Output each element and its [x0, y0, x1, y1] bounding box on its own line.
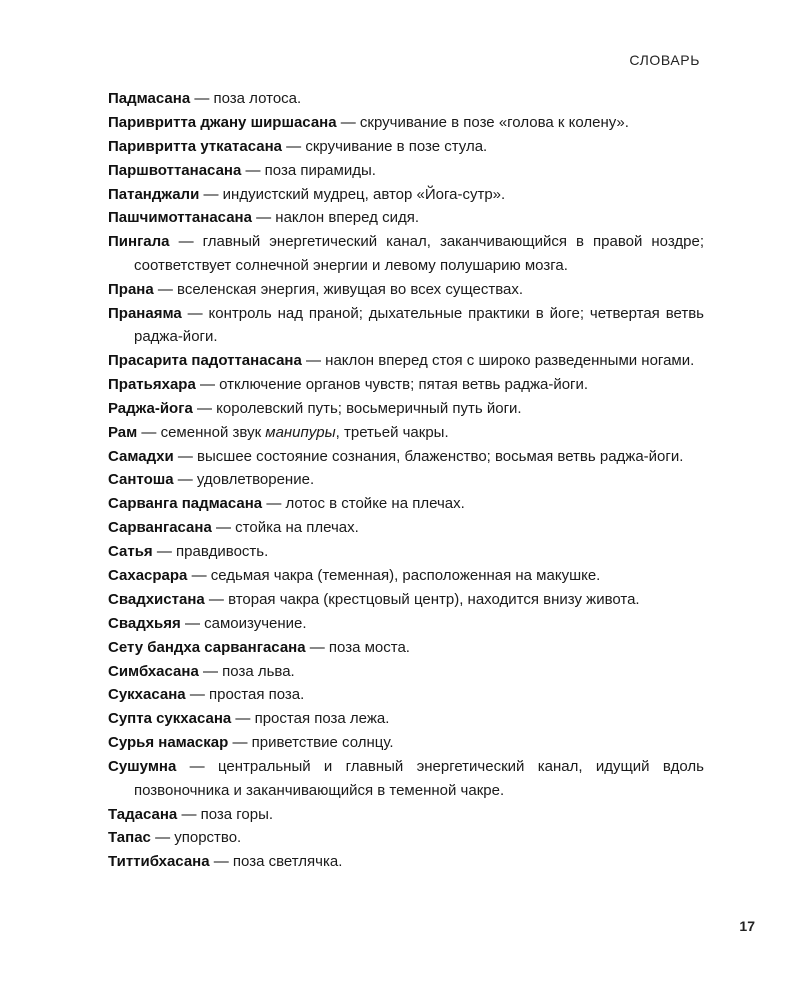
- glossary-entry: [108, 636, 704, 660]
- glossary-definition: вселенская энергия, живущая во всех существах.: [177, 280, 524, 298]
- em-dash: —: [232, 734, 248, 752]
- glossary-term: Сатья: [108, 543, 153, 561]
- glossary-term: Прана: [108, 280, 154, 298]
- glossary-definition: скручивание в позе «голова к колену».: [359, 113, 629, 131]
- glossary-entry: [108, 803, 704, 827]
- glossary-entry: [108, 826, 704, 850]
- glossary-definition: лотос в стойке на плечах.: [285, 495, 465, 513]
- glossary-term: Титтибхасана: [108, 853, 210, 871]
- glossary-term: Симбхасана: [108, 662, 199, 680]
- glossary-definition: наклон вперед стоя с широко разведенными ногами.: [325, 352, 695, 370]
- glossary-entry: [108, 183, 704, 207]
- em-dash: —: [245, 161, 261, 179]
- glossary-term: Раджа-йога: [108, 399, 193, 417]
- em-dash: —: [194, 90, 210, 107]
- glossary-entry: [108, 230, 704, 277]
- glossary-term: Падмасана: [108, 90, 191, 107]
- glossary-entry: [108, 588, 704, 612]
- glossary-definition: королевский путь; восьмеричный путь йоги.: [216, 399, 522, 417]
- em-dash: —: [187, 304, 203, 322]
- glossary-definition: поза светлячка.: [232, 853, 343, 871]
- glossary-definition: поза льва.: [222, 662, 295, 680]
- em-dash: —: [199, 375, 215, 393]
- em-dash: —: [178, 233, 194, 251]
- em-dash: —: [235, 710, 251, 728]
- glossary-definition: удовлетворение.: [196, 471, 315, 489]
- glossary-definition: высшее состояние сознания, блаженство; восьмая ветвь раджа-йоги.: [197, 447, 684, 465]
- em-dash: —: [189, 758, 205, 776]
- glossary-definition: поза пирамиды.: [264, 161, 376, 179]
- running-header: СЛОВАРЬ: [629, 52, 700, 68]
- glossary-term: Тапас: [108, 829, 151, 847]
- glossary-term: Сурья намаскар: [108, 734, 229, 752]
- glossary-entry: [108, 564, 704, 588]
- glossary-entry: [108, 159, 704, 183]
- glossary-entry: [108, 87, 704, 111]
- glossary-entry: [108, 135, 704, 159]
- glossary-term: Сарвангасана: [108, 519, 212, 537]
- glossary-entry: [108, 206, 704, 230]
- definition-text: семенной звук: [160, 423, 266, 441]
- glossary-entry: [108, 516, 704, 540]
- glossary-definition: стойка на плечах.: [235, 519, 359, 537]
- glossary-entry: [108, 397, 704, 421]
- em-dash: —: [256, 209, 272, 227]
- glossary-definition: поза моста.: [328, 638, 410, 656]
- em-dash: —: [177, 471, 193, 489]
- glossary-term: Самадхи: [108, 447, 174, 465]
- glossary-term: Сушумна: [108, 758, 177, 776]
- glossary-definition: простая поза лежа.: [254, 710, 390, 728]
- glossary-term: Паривритта джану ширшасана: [108, 113, 337, 131]
- glossary-entry: [108, 731, 704, 755]
- glossary-entry: [108, 302, 704, 349]
- glossary-term: Свадхьяя: [108, 614, 181, 632]
- glossary-term: Супта сукхасана: [108, 710, 232, 728]
- italic-term: манипуры: [265, 423, 336, 441]
- glossary-entry: [108, 683, 704, 707]
- glossary-term: Пингала: [108, 233, 170, 251]
- em-dash: —: [309, 638, 325, 656]
- glossary-term: Тадасана: [108, 805, 178, 823]
- glossary-entry: [108, 850, 704, 874]
- glossary-definition: скручивание в позе стула.: [305, 137, 488, 155]
- em-dash: —: [202, 662, 218, 680]
- em-dash: —: [266, 495, 282, 513]
- em-dash: —: [141, 423, 157, 441]
- glossary-entry: [108, 421, 704, 445]
- glossary-definition: центральный и главный энергетический канал, идущий вдоль позвоночника и заканчивающийся в теменной чакре.: [134, 758, 705, 799]
- glossary-entry: [108, 111, 704, 135]
- glossary-entry: [108, 612, 704, 636]
- glossary-definition: наклон вперед сидя.: [275, 209, 419, 227]
- glossary-definition: правдивость.: [176, 543, 269, 561]
- em-dash: —: [155, 829, 171, 847]
- glossary-entry: [108, 755, 704, 802]
- glossary-definition: простая поза.: [208, 686, 305, 704]
- glossary-entry: [108, 349, 704, 373]
- glossary-definition: поза горы.: [200, 805, 274, 823]
- glossary-term: Сукхасана: [108, 686, 186, 704]
- glossary-definition: индуистский мудрец, автор «Йога-сутр».: [222, 185, 506, 203]
- em-dash: —: [340, 113, 356, 131]
- page-number: 17: [739, 918, 755, 934]
- em-dash: —: [208, 590, 224, 608]
- glossary-definition: седьмая чакра (теменная), расположенная на макушке.: [210, 567, 601, 585]
- em-dash: —: [177, 447, 193, 465]
- glossary-term: Пратьяхара: [108, 375, 196, 393]
- glossary-entry: [108, 278, 704, 302]
- glossary-term: Сантоша: [108, 471, 174, 489]
- glossary-term: Пранаяма: [108, 304, 182, 322]
- em-dash: —: [215, 519, 231, 537]
- em-dash: —: [189, 686, 205, 704]
- glossary-term: Патанджали: [108, 185, 200, 203]
- glossary-definition: [161, 424, 449, 441]
- glossary-entry: [108, 492, 704, 516]
- glossary-entry: [108, 660, 704, 684]
- glossary-definition: вторая чакра (крестцовый центр), находится внизу живота.: [228, 590, 640, 608]
- definition-text: , третьей чакры.: [335, 423, 449, 441]
- glossary-definition: упорство.: [174, 829, 242, 847]
- em-dash: —: [203, 185, 219, 203]
- glossary-entry: [108, 445, 704, 469]
- em-dash: —: [184, 614, 200, 632]
- glossary-definition: отключение органов чувств; пятая ветвь раджа-йоги.: [219, 375, 589, 393]
- glossary-list: [108, 87, 704, 874]
- glossary-term: Сахасрара: [108, 567, 188, 585]
- glossary-term: Прасарита падоттанасана: [108, 352, 302, 370]
- glossary-definition: контроль над праной; дыхательные практики в йоге; четвертая ветвь раджа-йоги.: [134, 304, 704, 346]
- glossary-term: Сету бандха сарвангасана: [108, 638, 306, 656]
- glossary-definition: самоизучение.: [204, 614, 307, 632]
- glossary-term: Пашчимоттанасана: [108, 209, 252, 227]
- glossary-term: Паривритта уткатасана: [108, 137, 282, 155]
- glossary-entry: [108, 468, 704, 492]
- em-dash: —: [286, 137, 302, 155]
- em-dash: —: [156, 543, 172, 561]
- glossary-definition: поза лотоса.: [213, 90, 302, 107]
- glossary-entry: [108, 707, 704, 731]
- em-dash: —: [306, 352, 321, 370]
- em-dash: —: [181, 805, 197, 823]
- em-dash: —: [213, 853, 229, 871]
- em-dash: —: [196, 399, 212, 417]
- glossary-term: Свадхистана: [108, 590, 205, 608]
- glossary-definition: приветствие солнцу.: [251, 734, 394, 752]
- glossary-definition: главный энергетический канал, заканчивающийся в правой ноздре; соответствует солнечной энергии и левому полушарию мозга.: [134, 233, 704, 274]
- glossary-term: Паршвоттанасана: [108, 161, 242, 179]
- em-dash: —: [191, 567, 207, 585]
- glossary-entry: [108, 373, 704, 397]
- glossary-term: Рам: [108, 423, 138, 441]
- em-dash: —: [157, 280, 173, 298]
- glossary-entry: [108, 540, 704, 564]
- glossary-term: Сарванга падмасана: [108, 495, 263, 513]
